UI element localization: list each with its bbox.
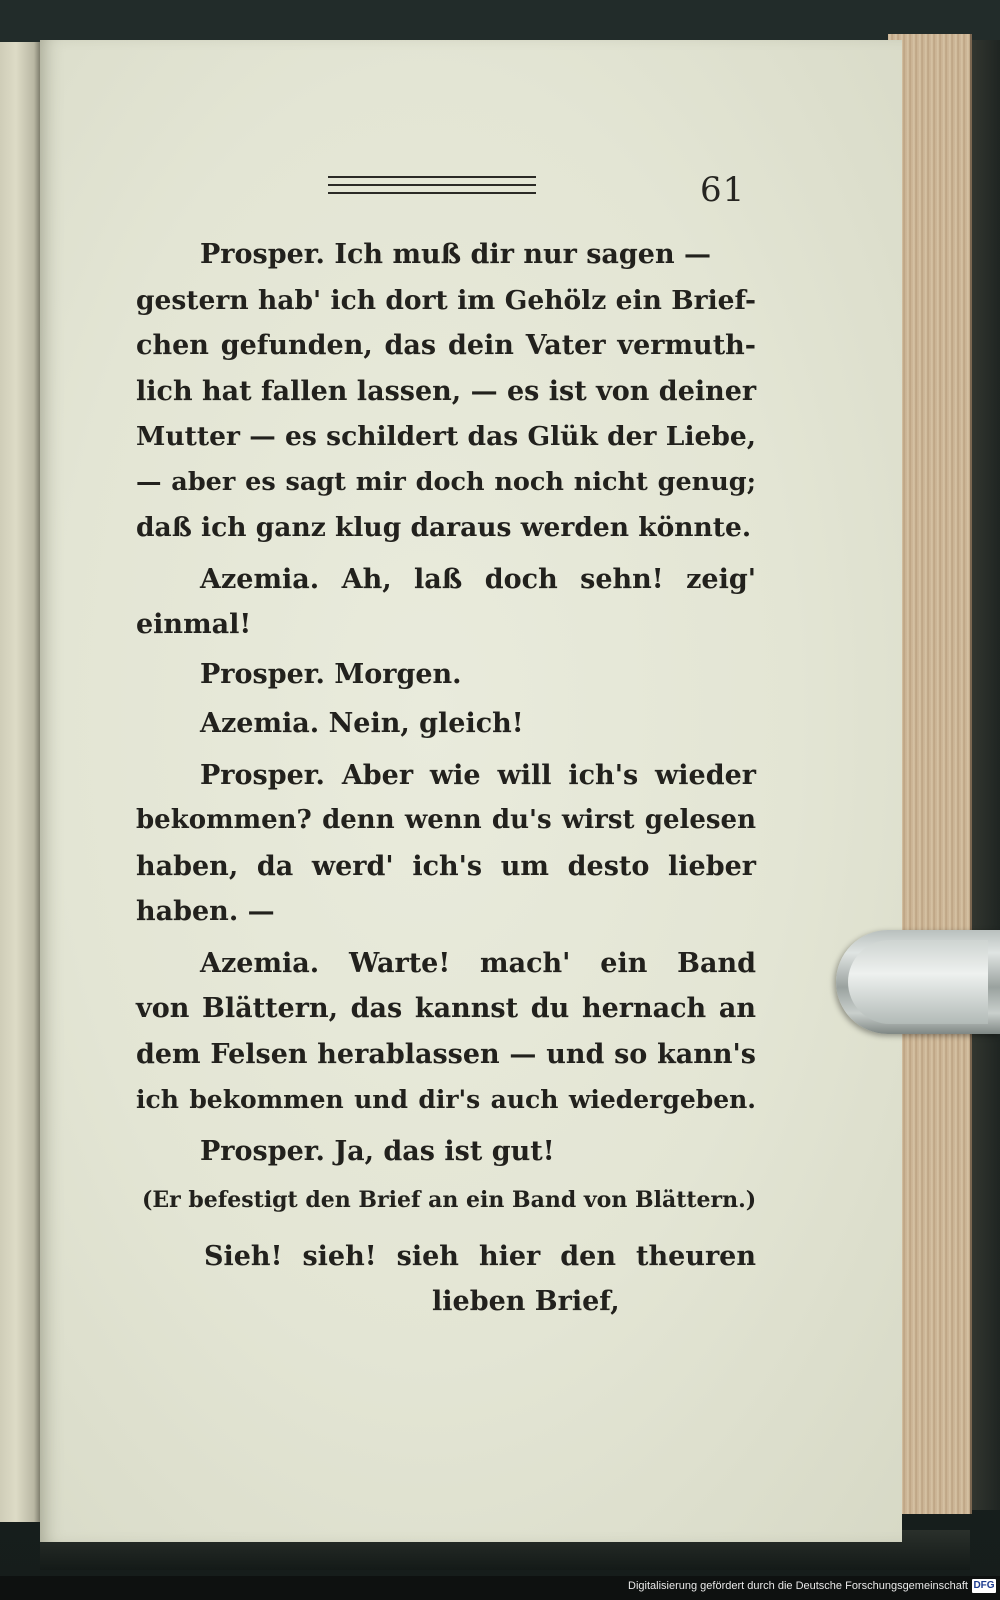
- text-line: gestern hab' ich dort im Gehölz ein Brief-: [136, 284, 756, 316]
- text-line: Azemia. Nein, gleich!: [200, 708, 524, 739]
- text-line: Sieh! sieh! sieh hier den theuren: [204, 1240, 756, 1272]
- facing-page-edge: [0, 42, 40, 1522]
- text-line: Prosper. Morgen.: [200, 658, 462, 690]
- text-line: chen gefunden, das dein Vater vermuth-: [136, 330, 756, 361]
- text-line: lieben Brief,: [432, 1286, 620, 1317]
- book-clip-highlight: [848, 940, 988, 1024]
- funding-credit: Digitalisierung gefördert durch die Deutsche Forschungsgemeinschaft: [628, 1580, 968, 1592]
- text-line: einmal!: [136, 609, 252, 640]
- text-line: lich hat fallen lassen, — es ist von deiner: [136, 375, 757, 407]
- text-line: Mutter — es schildert das Glük der Liebe,: [136, 421, 756, 452]
- line-gap: [136, 1224, 756, 1234]
- text-line: haben, da werd' ich's um desto lieber: [136, 850, 756, 882]
- dfg-logo: DFG: [973, 1580, 995, 1591]
- text-line: Azemia. Ah, laß doch sehn! zeig': [200, 563, 756, 595]
- stage-direction: (Er befestigt den Brief an ein Band von Blättern.): [142, 1187, 757, 1213]
- text-line: Prosper. Aber wie will ich's wieder: [200, 759, 756, 791]
- text-line: von Blättern, das kannst du hernach an: [136, 993, 756, 1024]
- text-line: Prosper. Ich muß dir nur sagen —: [200, 239, 711, 270]
- header-rule-bottom: [328, 192, 536, 194]
- header-rule-top: [328, 176, 536, 178]
- page-text: [136, 232, 756, 1325]
- text-line: haben. —: [136, 896, 275, 927]
- text-line: ich bekommen und dir's auch wiedergeben.: [136, 1085, 756, 1114]
- text-line: Azemia. Warte! mach' ein Band: [200, 947, 756, 979]
- text-line: daß ich ganz klug daraus werden könnte.: [136, 512, 752, 543]
- header-rule-middle: [328, 184, 536, 186]
- text-line: Prosper. Ja, das ist gut!: [200, 1135, 555, 1167]
- page-number: 61: [700, 170, 746, 210]
- text-line: bekommen? denn wenn du's wirst gelesen: [136, 805, 756, 835]
- book-clip: [836, 930, 1000, 1034]
- text-line: dem Felsen herablassen — und so kann's: [136, 1038, 756, 1070]
- text-line: — aber es sagt mir doch noch nicht genug;: [136, 466, 756, 497]
